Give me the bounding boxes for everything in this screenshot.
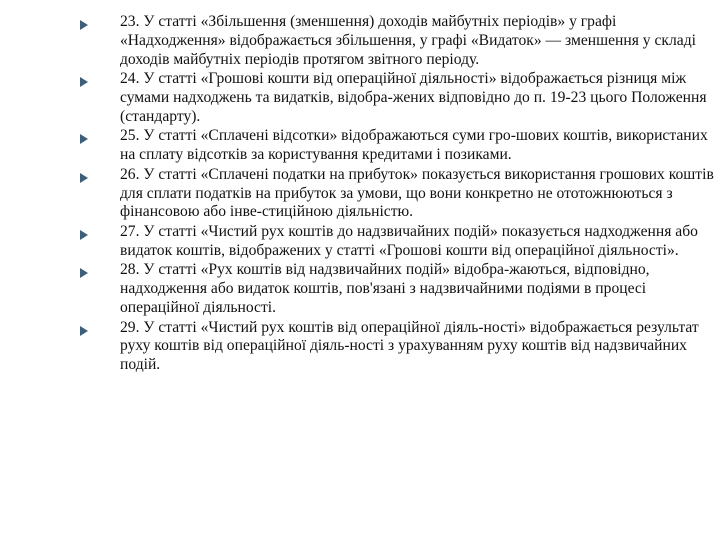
list-item: [80, 13, 715, 69]
triangle-right-icon: [80, 134, 88, 144]
list-item: [80, 319, 715, 375]
list-item: [80, 261, 715, 317]
item-text: 27. У статті «Чистий рух коштів до надзвичайних подій» показується надходження або видаток коштів, відображених у статті «Грошові кошти від операційної діяльності».: [120, 222, 698, 259]
triangle-right-icon: [80, 230, 88, 240]
triangle-right-icon: [80, 326, 88, 336]
item-text: 23. У статті «Збільшення (зменшення) доходів майбутніх періодів» у графі «Надходження» відображається збільшення, у графі «Видаток» — зменшення у складі доходів майбутніх періодів протягом звітного періоду.: [120, 13, 696, 68]
list-item: [80, 223, 715, 261]
item-text: 25. У статті «Сплачені відсотки» відображаються суми гро-шових коштів, використаних на сплату відсотків за користування кредитами і позиками.: [120, 127, 708, 164]
triangle-right-icon: [80, 20, 88, 30]
list-item: [80, 166, 715, 222]
triangle-right-icon: [80, 173, 88, 183]
triangle-right-icon: [80, 77, 88, 87]
item-text: 29. У статті «Чистий рух коштів від операційної діяль-ності» відображається результат руху коштів від операційної діяль-ності з урахуванням руху коштів від надзвичайних подій.: [120, 318, 699, 374]
item-text: 24. У статті «Грошові кошти від операційної діяльності» відображається різниця між сумами надходжень та видатків, відобра-жених відповідно до п. 19-23 цього Положення (стандарту).: [120, 70, 707, 125]
list-item: [80, 127, 715, 165]
list-item: [80, 70, 715, 126]
item-text: 26. У статті «Сплачені податки на прибуток» показується використання грошових коштів для сплати податків на прибуток за умови, що вони конкретно не ототожнюються з фінансовою або інве-стиційною діяльністю.: [120, 165, 714, 221]
item-text: 28. У статті «Рух коштів від надзвичайних подій» відобра-жаються, відповідно, надходження або видаток коштів, пов'язані з надзвичайними подіями в процесі операційної діяльності.: [120, 261, 650, 316]
bullet-list: [80, 13, 715, 376]
triangle-right-icon: [80, 268, 88, 278]
